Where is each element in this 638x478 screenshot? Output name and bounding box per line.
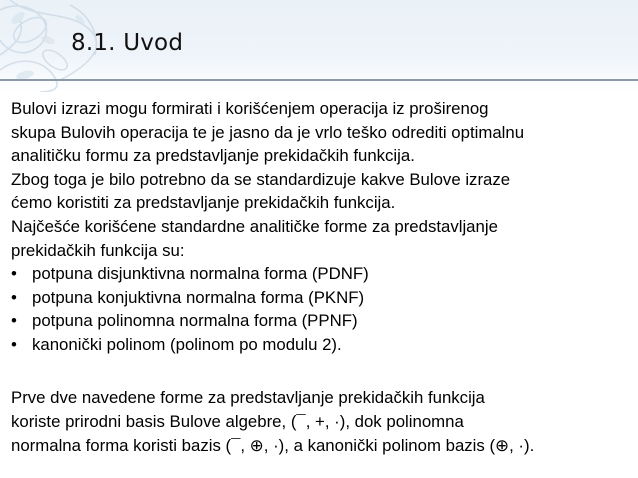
title-divider	[0, 79, 638, 81]
text-line: analitičku formu za predstavljanje prekidačkih funkcija.	[11, 146, 415, 166]
list-item	[11, 309, 635, 333]
paragraph-1	[11, 97, 635, 262]
bullet-mark: •	[11, 264, 17, 284]
text-line: koriste prirodni basis Bulove algebre, (¯, +, ·), dok polinomna	[11, 412, 464, 432]
list-item-text: potpuna polinomna normalna forma (PPNF)	[32, 311, 358, 331]
text-line: normalna forma koristi bazis (¯, ⊕, ·), a kanonički polinom bazis (⊕, ·).	[11, 436, 535, 456]
paragraph-gap	[11, 357, 635, 381]
bullet-mark: •	[11, 334, 17, 354]
list-item	[11, 333, 635, 357]
text-line: Bulovi izrazi mogu formirati i korišćenjem operacija iz proširenog	[11, 99, 489, 118]
text-line: Zbog toga je bilo potrebno da se standardizuje kakve Bulove izraze	[11, 169, 511, 189]
text-line: Najčešće korišćene standardne analitičke forme za predstavljanje	[11, 216, 498, 236]
text-line: Prve dve navedene forme za predstavljanje prekidačkih funkcija	[11, 388, 485, 408]
bullet-list	[11, 262, 635, 356]
slide-body	[11, 97, 635, 458]
paragraph-2	[11, 386, 635, 458]
list-item-text: potpuna konjuktivna normalna forma (PKNF)	[32, 287, 365, 307]
slide-title: 8.1. Uvod	[71, 30, 184, 56]
text-line: prekidačkih funkcija su:	[11, 240, 185, 260]
bullet-mark: •	[11, 287, 17, 307]
list-item	[11, 286, 635, 310]
list-item-text: kanonički polinom (polinom po modulu 2).	[32, 334, 342, 354]
list-item	[11, 262, 635, 286]
text-line: skupa Bulovih operacija te je jasno da je vrlo teško odrediti optimalnu	[11, 122, 525, 142]
list-item-text: potpuna disjunktivna normalna forma (PDNF)	[32, 264, 369, 284]
bullet-mark: •	[11, 311, 17, 331]
text-line: ćemo koristiti za predstavljanje prekidačkih funkcija.	[11, 193, 396, 213]
